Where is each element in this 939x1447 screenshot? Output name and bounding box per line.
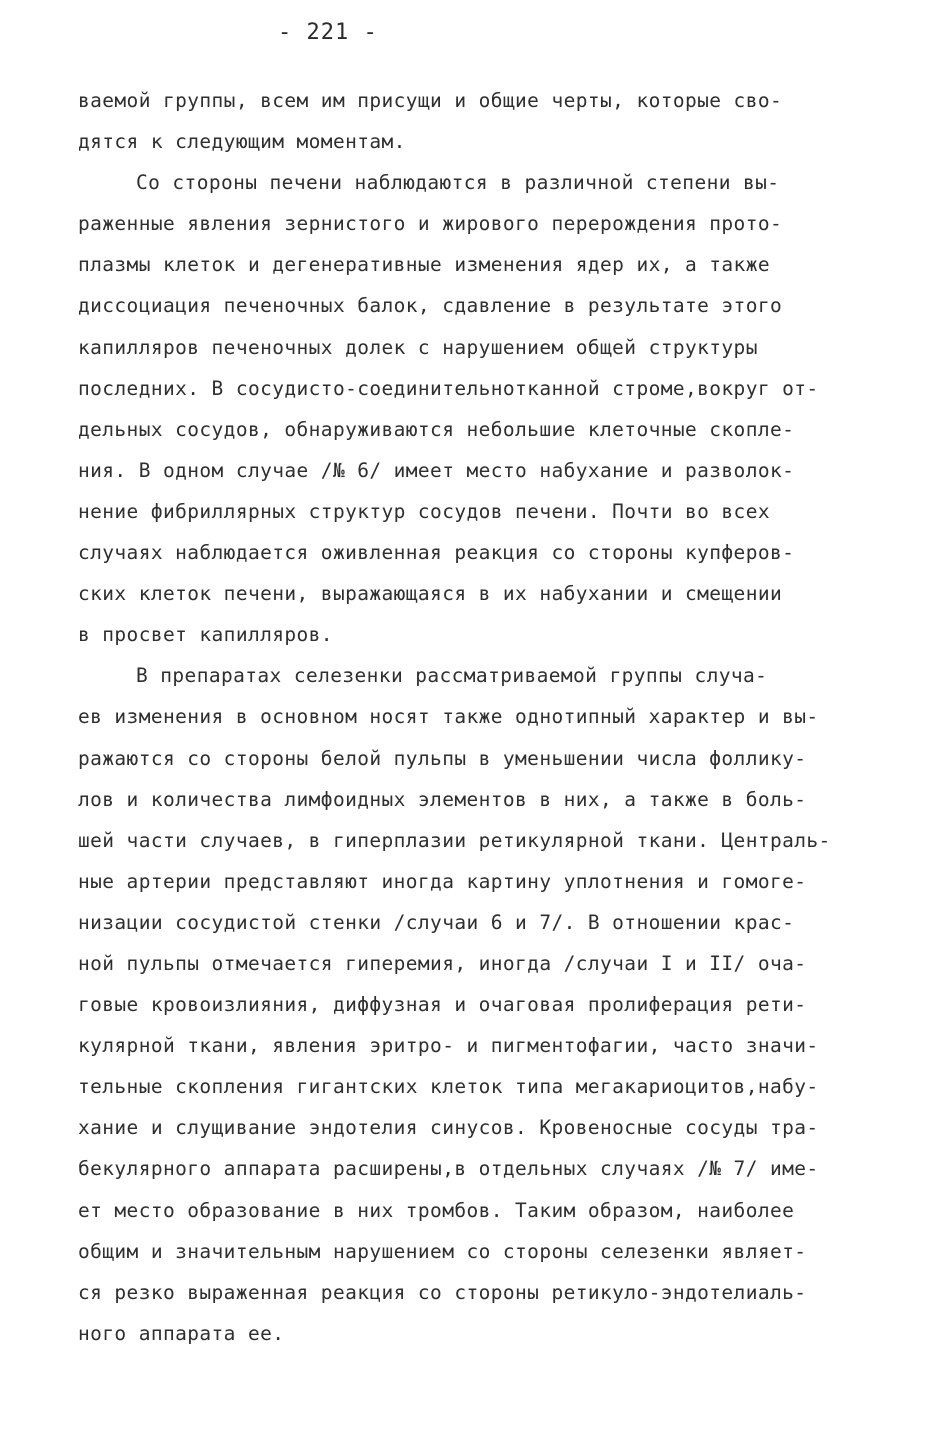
text-line: капилляров печеночных долек с нарушением общей структуры — [78, 335, 758, 359]
text-line: ся резко выраженная реакция со стороны ретикуло-эндотелиаль- — [78, 1280, 807, 1304]
text-line: ной пульпы отмечается гиперемия, иногда /случаи I и II/ оча- — [78, 951, 807, 975]
text-line: плазмы клеток и дегенеративные изменения ядер их, а также — [78, 253, 770, 277]
text-line: ного аппарата ее. — [78, 1321, 285, 1345]
text-line: случаях наблюдается оживленная реакция со стороны купферов- — [78, 541, 795, 565]
paragraph-first-line: Со стороны печени наблюдаются в различной степени вы- — [136, 171, 780, 195]
text-line: последних. В сосудисто-соединительнотканной строме,вокруг от- — [78, 376, 819, 400]
text-line: ев изменения в основном носят также однотипный характер и вы- — [78, 705, 819, 729]
text-line: бекулярного аппарата расширены,в отдельных случаях /№ 7/ име- — [78, 1157, 819, 1181]
text-line: ные артерии представляют иногда картину уплотнения и гомоге- — [78, 869, 807, 893]
text-line: лов и количества лимфоидных элементов в них, а также в боль- — [78, 787, 807, 811]
text-line: в просвет капилляров. — [78, 623, 333, 647]
text-line: ских клеток печени, выражающаяся в их набухании и смещении — [78, 582, 783, 606]
text-line: тельные скопления гигантских клеток типа мегакариоцитов,набу- — [78, 1075, 819, 1099]
page-number: - 221 - — [278, 20, 378, 45]
text-line: низации сосудистой стенки /случаи 6 и 7/. В отношении крас- — [78, 910, 795, 934]
text-line: ражаются со стороны белой пульпы в уменьшении числа фоллику- — [78, 746, 807, 770]
text-line: шей части случаев, в гиперплазии ретикулярной ткани. Централь- — [78, 828, 831, 852]
text-line: хание и слущивание эндотелия синусов. Кровеносные сосуды тра- — [78, 1116, 819, 1140]
text-line: ваемой группы, всем им присущи и общие черты, которые сво- — [78, 89, 783, 112]
text-line: дельных сосудов, обнаруживаются небольшие клеточные скопле- — [78, 417, 795, 441]
text-line: общим и значительным нарушением со стороны селезенки являет- — [78, 1239, 807, 1263]
paragraph-first-line: В препаратах селезенки рассматриваемой группы случа- — [136, 664, 768, 688]
text-line: говые кровоизлияния, диффузная и очаговая пролиферация рети- — [78, 993, 807, 1017]
text-line: диссоциация печеночных балок, сдавление в результате этого — [78, 294, 783, 318]
text-line: раженные явления зернистого и жирового перерождения прото- — [78, 212, 783, 236]
text-line: ет место образование в них тромбов. Таким образом, наиболее — [78, 1198, 795, 1222]
text-line: кулярной ткани, явления эритро- и пигментофагии, часто значи- — [78, 1034, 819, 1058]
body-text — [78, 80, 878, 1354]
text-line: нение фибриллярных структур сосудов печени. Почти во всех — [78, 499, 770, 523]
text-line: дятся к следующим моментам. — [78, 130, 406, 154]
text-line: ния. В одном случае /№ 6/ имеет место набухание и разволок- — [78, 458, 795, 482]
